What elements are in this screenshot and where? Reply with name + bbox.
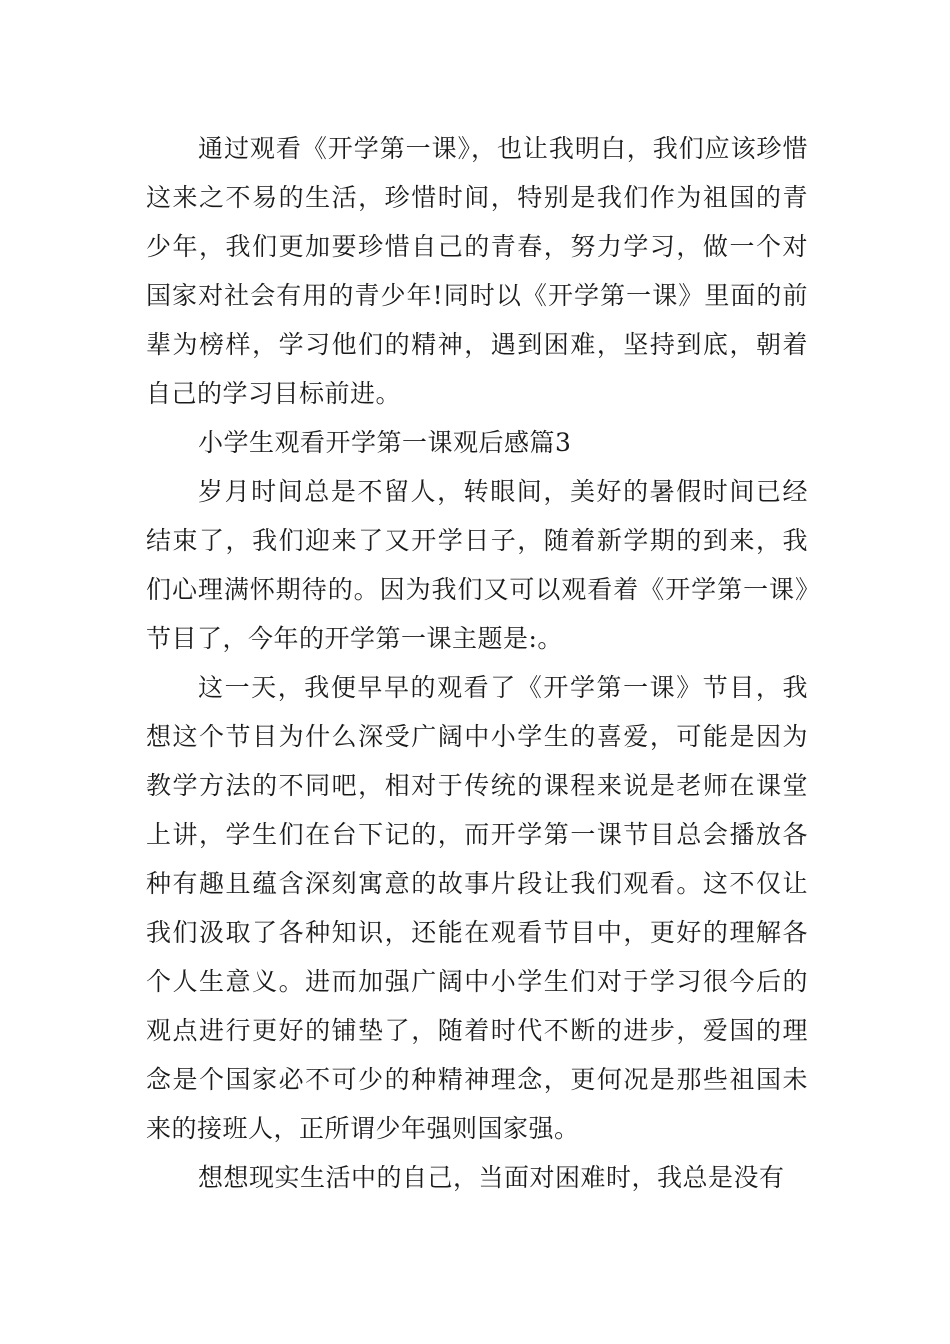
paragraph-section-1: 岁月时间总是不留人，转眼间，美好的暑假时间已经结束了，我们迎来了又开学日子，随着新学期的到来，我们心理满怀期待的。因为我们又可以观看着《开学第一课》节目了，今年的开学第一课主题是:。 [146, 477, 808, 653]
paragraph-section-2: 这一天，我便早早的观看了《开学第一课》节目，我想这个节目为什么深受广阔中小学生的喜爱，可能是因为教学方法的不同吧，相对于传统的课程来说是老师在课堂上讲，学生们在台下记的，而开学第一课节目总会播放各种有趣且蕴含深刻寓意的故事片段让我们观看。这不仅让我们汲取了各种知识，还能在观看节目中，更好的理解各个人生意义。进而加强广阔中小学生们对于学习很今后的观点进行更好的铺垫了，随着时代不断的进步，爱国的理念是个国家必不可少的种精神理念，更何况是那些祖国未来的接班人，正所谓少年强则国家强。 [146, 673, 808, 1143]
paragraph-intro: 通过观看《开学第一课》，也让我明白，我们应该珍惜这来之不易的生活，珍惜时间，特别是我们作为祖国的青少年，我们更加要珍惜自己的青春，努力学习，做一个对国家对社会有用的青少年!同时以《开学第一课》里面的前辈为榜样，学习他们的精神，遇到困难，坚持到底，朝着自己的学习目标前进。 [146, 134, 808, 408]
document-body [146, 124, 808, 1202]
section-heading: 小学生观看开学第一课观后感篇3 [198, 428, 572, 457]
paragraph-section-3: 想想现实生活中的自己，当面对困难时，我总是没有 [198, 1163, 785, 1192]
